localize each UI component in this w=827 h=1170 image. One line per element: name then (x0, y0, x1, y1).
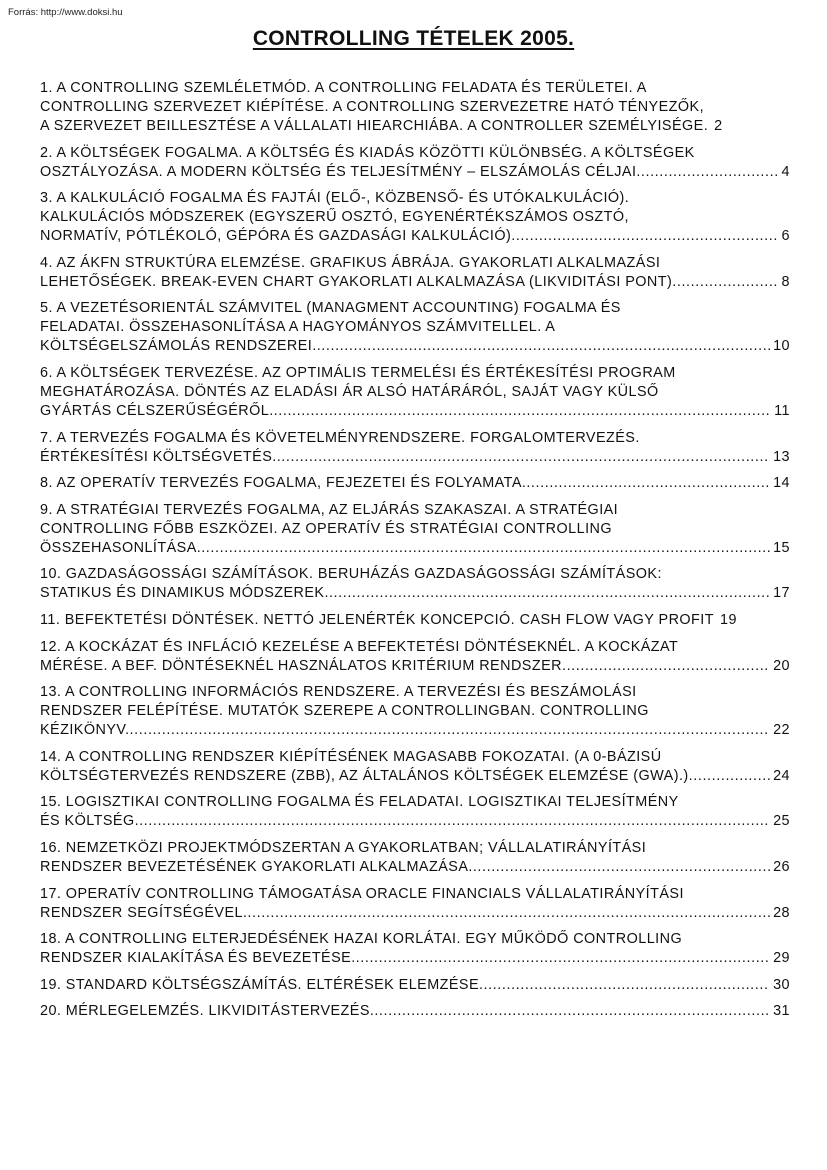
page-number: 20 (773, 657, 790, 674)
toc-entry[interactable] (40, 474, 790, 493)
toc-entry[interactable] (40, 429, 790, 467)
toc-entry-last-line (40, 227, 790, 246)
toc-entry[interactable] (40, 501, 790, 558)
toc-entry-line: 8. AZ OPERATÍV TERVEZÉS FOGALMA, FEJEZETEI ÉS FOLYAMATA. (40, 475, 527, 492)
dot-leader (247, 904, 770, 923)
toc-entry-line: MÉRÉSE. A BEF. DÖNTÉSEKNÉL HASZNÁLATOS KRITÉRIUM RENDSZER (40, 657, 562, 674)
toc-entry-line: 20. MÉRLEGELEMZÉS. LIKVIDITÁSTERVEZÉS. (40, 1003, 375, 1020)
toc-entry-line: ÉS KÖLTSÉG. (40, 813, 140, 830)
toc-entry[interactable] (40, 930, 790, 968)
page-number: 31 (773, 1003, 790, 1020)
page-title: CONTROLLING TÉTELEK 2005. (252, 27, 575, 50)
dot-leader (689, 767, 770, 786)
toc-entry-line: 7. A TERVEZÉS FOGALMA ÉS KÖVETELMÉNYRENDSZERE. FORGALOMTERVEZÉS. (40, 429, 640, 446)
toc-entry-last-line (40, 402, 790, 421)
dot-leader (511, 227, 778, 246)
page-number: 17 (773, 585, 790, 602)
dot-leader (130, 721, 771, 740)
page-number: 28 (773, 904, 790, 921)
page-number: 11 (774, 402, 790, 419)
toc-entry-line: RENDSZER SEGÍTSÉGÉVEL. (40, 904, 248, 921)
toc-entry-line: STATIKUS ÉS DINAMIKUS MÓDSZEREK. (40, 585, 329, 602)
toc-entry-line: 13. A CONTROLLING INFORMÁCIÓS RENDSZERE. A TERVEZÉSI ÉS BESZÁMOLÁSI (40, 684, 637, 701)
toc-entry-line: KÉZIKÖNYV. (40, 722, 130, 739)
toc-entry-line: 17. OPERATÍV CONTROLLING TÁMOGATÁSA ORACLE FINANCIALS VÁLLALATIRÁNYÍTÁSI (40, 885, 684, 902)
toc-entry-line: NORMATÍV, PÓTLÉKOLÓ, GÉPÓRA ÉS GAZDASÁGI KALKULÁCIÓ) (40, 228, 512, 245)
toc-entry[interactable] (40, 144, 790, 182)
toc-entry-line: 9. A STRATÉGIAI TERVEZÉS FOGALMA, AZ ELJÁRÁS SZAKASZAI. A STRATÉGIAI (40, 501, 619, 518)
toc-entry[interactable] (40, 683, 790, 740)
toc-entry[interactable] (40, 299, 790, 356)
toc-entry-line: RENDSZER KIALAKÍTÁSA ÉS BEVEZETÉSE. (40, 950, 356, 967)
toc-entry-line: KÖLTSÉGELSZÁMOLÁS RENDSZEREI. (40, 338, 317, 355)
toc-entry-last-line (40, 812, 790, 831)
toc-entry-line: 6. A KÖLTSÉGEK TERVEZÉSE. AZ OPTIMÁLIS TERMELÉSI ÉS ÉRTÉKESÍTÉSI PROGRAM (40, 364, 676, 381)
toc-entry[interactable] (40, 611, 790, 630)
toc-entry-line: 5. A VEZETÉSORIENTÁL SZÁMVITEL (MANAGMENT ACCOUNTING) FOGALMA ÉS (40, 300, 621, 317)
toc-entry-last-line (40, 657, 790, 676)
toc-entry-last-line (40, 117, 790, 136)
toc-entry-last-line (40, 474, 790, 493)
dot-leader (483, 976, 770, 995)
page-number: 13 (773, 448, 790, 465)
dot-leader (356, 949, 770, 968)
toc-entry[interactable] (40, 748, 790, 786)
page-number: 14 (773, 475, 790, 492)
toc-entry-line: 19. STANDARD KÖLTSÉGSZÁMÍTÁS. ELTÉRÉSEK ELEMZÉSE. (40, 976, 484, 993)
toc-entry-last-line (40, 721, 790, 740)
toc-entry-line: GYÁRTÁS CÉLSZERŰSÉGÉRŐL. (40, 402, 274, 419)
toc-entry-line: LEHETŐSÉGEK. BREAK-EVEN CHART GYAKORLATI ALKALMAZÁSA (LIKVIDITÁSI PONT) (40, 273, 673, 290)
page-number: 26 (773, 858, 790, 875)
toc-entry-last-line (40, 976, 790, 995)
page-number: 8 (781, 273, 790, 290)
toc-entry-last-line (40, 584, 790, 603)
toc-entry[interactable] (40, 189, 790, 246)
dot-leader (526, 474, 770, 493)
toc-entry[interactable] (40, 254, 790, 292)
toc-entry-last-line (40, 337, 790, 356)
page-number: 2 (714, 118, 723, 134)
page-number: 24 (773, 767, 790, 784)
toc-entry[interactable] (40, 793, 790, 831)
toc-entry[interactable] (40, 1002, 790, 1021)
source-note: Forrás: http://www.doksi.hu (8, 7, 123, 18)
toc-entry[interactable] (40, 79, 790, 136)
page-number: 22 (773, 722, 790, 739)
toc-entry-last-line (40, 904, 790, 923)
toc-entry-line: 1. A CONTROLLING SZEMLÉLETMÓD. A CONTROLLING FELADATA ÉS TERÜLETEI. A (40, 80, 647, 96)
toc-entry-line: KÖLTSÉGTERVEZÉS RENDSZERE (ZBB), AZ ÁLTALÁNOS KÖLTSÉGEK ELEMZÉSE (GWA).) (40, 767, 689, 784)
toc-entry[interactable] (40, 976, 790, 995)
toc-entry-last-line (40, 611, 790, 630)
table-of-contents (40, 79, 790, 1029)
dot-leader (201, 539, 770, 558)
page-number: 15 (773, 539, 790, 556)
toc-entry-last-line (40, 949, 790, 968)
page-number: 30 (773, 976, 790, 993)
page-number: 25 (773, 813, 790, 830)
dot-leader (473, 858, 770, 877)
toc-entry-last-line (40, 273, 790, 292)
toc-entry-line: 15. LOGISZTIKAI CONTROLLING FOGALMA ÉS FELADATAI. LOGISZTIKAI TELJESÍTMÉNY (40, 794, 679, 811)
toc-entry-line: OSZTÁLYOZÁSA. A MODERN KÖLTSÉG ÉS TELJESÍTMÉNY – ELSZÁMOLÁS CÉLJAI. (40, 163, 641, 180)
toc-entry-line: RENDSZER FELÉPÍTÉSE. MUTATÓK SZEREPE A CONTROLLINGBAN. CONTROLLING (40, 703, 649, 720)
toc-entry-line: 14. A CONTROLLING RENDSZER KIÉPÍTÉSÉNEK MAGASABB FOKOZATAI. (A 0-BÁZISÚ (40, 748, 662, 765)
toc-entry-line: ÖSSZEHASONLÍTÁSA. (40, 539, 202, 556)
toc-entry[interactable] (40, 885, 790, 923)
toc-entry-line: 3. A KALKULÁCIÓ FOGALMA ÉS FAJTÁI (ELŐ-, KÖZBENSŐ- ÉS UTÓKALKULÁCIÓ). (40, 190, 630, 207)
toc-entry-last-line (40, 858, 790, 877)
toc-entry-last-line (40, 1002, 790, 1021)
dot-leader (562, 657, 770, 676)
toc-entry-line: RENDSZER BEVEZETÉSÉNEK GYAKORLATI ALKALMAZÁSA. (40, 858, 473, 875)
page-number: 6 (781, 228, 790, 245)
toc-entry-line: 18. A CONTROLLING ELTERJEDÉSÉNEK HAZAI KORLÁTAI. EGY MŰKÖDŐ CONTROLLING (40, 931, 683, 948)
toc-entry-line: 11. BEFEKTETÉSI DÖNTÉSEK. NETTÓ JELENÉRTÉK KONCEPCIÓ. CASH FLOW VAGY PROFIT (40, 611, 714, 628)
toc-entry-line: KALKULÁCIÓS MÓDSZEREK (EGYSZERŰ OSZTÓ, EGYENÉRTÉKSZÁMOS OSZTÓ, (40, 209, 629, 226)
toc-entry[interactable] (40, 839, 790, 877)
dot-leader (317, 337, 770, 356)
page-number: 19 (720, 611, 737, 628)
toc-entry-line: CONTROLLING FŐBB ESZKÖZEI. AZ OPERATÍV ÉS STRATÉGIAI CONTROLLING (40, 520, 613, 537)
dot-leader (277, 448, 770, 467)
toc-entry-line: CONTROLLING SZERVEZET KIÉPÍTÉSE. A CONTROLLING SZERVEZETRE HATÓ TÉNYEZŐK, (40, 99, 705, 115)
toc-entry[interactable] (40, 638, 790, 676)
toc-entry-last-line (40, 163, 790, 182)
page-number: 4 (781, 163, 790, 180)
toc-entry-line: 12. A KOCKÁZAT ÉS INFLÁCIÓ KEZELÉSE A BEFEKTETÉSI DÖNTÉSEKNÉL. A KOCKÁZAT (40, 638, 679, 655)
page-number: 10 (773, 338, 790, 355)
toc-entry-line: 2. A KÖLTSÉGEK FOGALMA. A KÖLTSÉG ÉS KIADÁS KÖZÖTTI KÜLÖNBSÉG. A KÖLTSÉGEK (40, 144, 695, 161)
dot-leader (374, 1002, 770, 1021)
toc-entry-line: A SZERVEZET BEILLESZTÉSE A VÁLLALATI HIEARCHIÁBA. A CONTROLLER SZEMÉLYISÉGE. (40, 118, 709, 134)
toc-entry-last-line (40, 539, 790, 558)
dot-leader (139, 812, 770, 831)
dot-leader (641, 163, 779, 182)
toc-entry[interactable] (40, 565, 790, 603)
toc-entry-line: FELADATAI. ÖSSZEHASONLÍTÁSA A HAGYOMÁNYOS SZÁMVITELLEL. A (40, 319, 556, 336)
dot-leader (274, 402, 772, 421)
dot-leader (672, 273, 778, 292)
dot-leader (329, 584, 770, 603)
toc-entry-line: MEGHATÁROZÁSA. DÖNTÉS AZ ELADÁSI ÁR ALSÓ HATÁRÁRÓL, SAJÁT VAGY KÜLSŐ (40, 383, 659, 400)
toc-entry-line: 10. GAZDASÁGOSSÁGI SZÁMÍTÁSOK. BERUHÁZÁS GAZDASÁGOSSÁGI SZÁMÍTÁSOK: (40, 566, 662, 583)
toc-entry-line: 4. AZ ÁKFN STRUKTÚRA ELEMZÉSE. GRAFIKUS ÁBRÁJA. GYAKORLATI ALKALMAZÁSI (40, 254, 661, 271)
toc-entry-line: 16. NEMZETKÖZI PROJEKTMÓDSZERTAN A GYAKORLATBAN; VÁLLALATIRÁNYÍTÁSI (40, 839, 647, 856)
toc-entry[interactable] (40, 364, 790, 421)
toc-entry-last-line (40, 767, 790, 786)
page-number: 29 (773, 950, 790, 967)
toc-entry-last-line (40, 448, 790, 467)
toc-entry-line: ÉRTÉKESÍTÉSI KÖLTSÉGVETÉS. (40, 448, 277, 465)
